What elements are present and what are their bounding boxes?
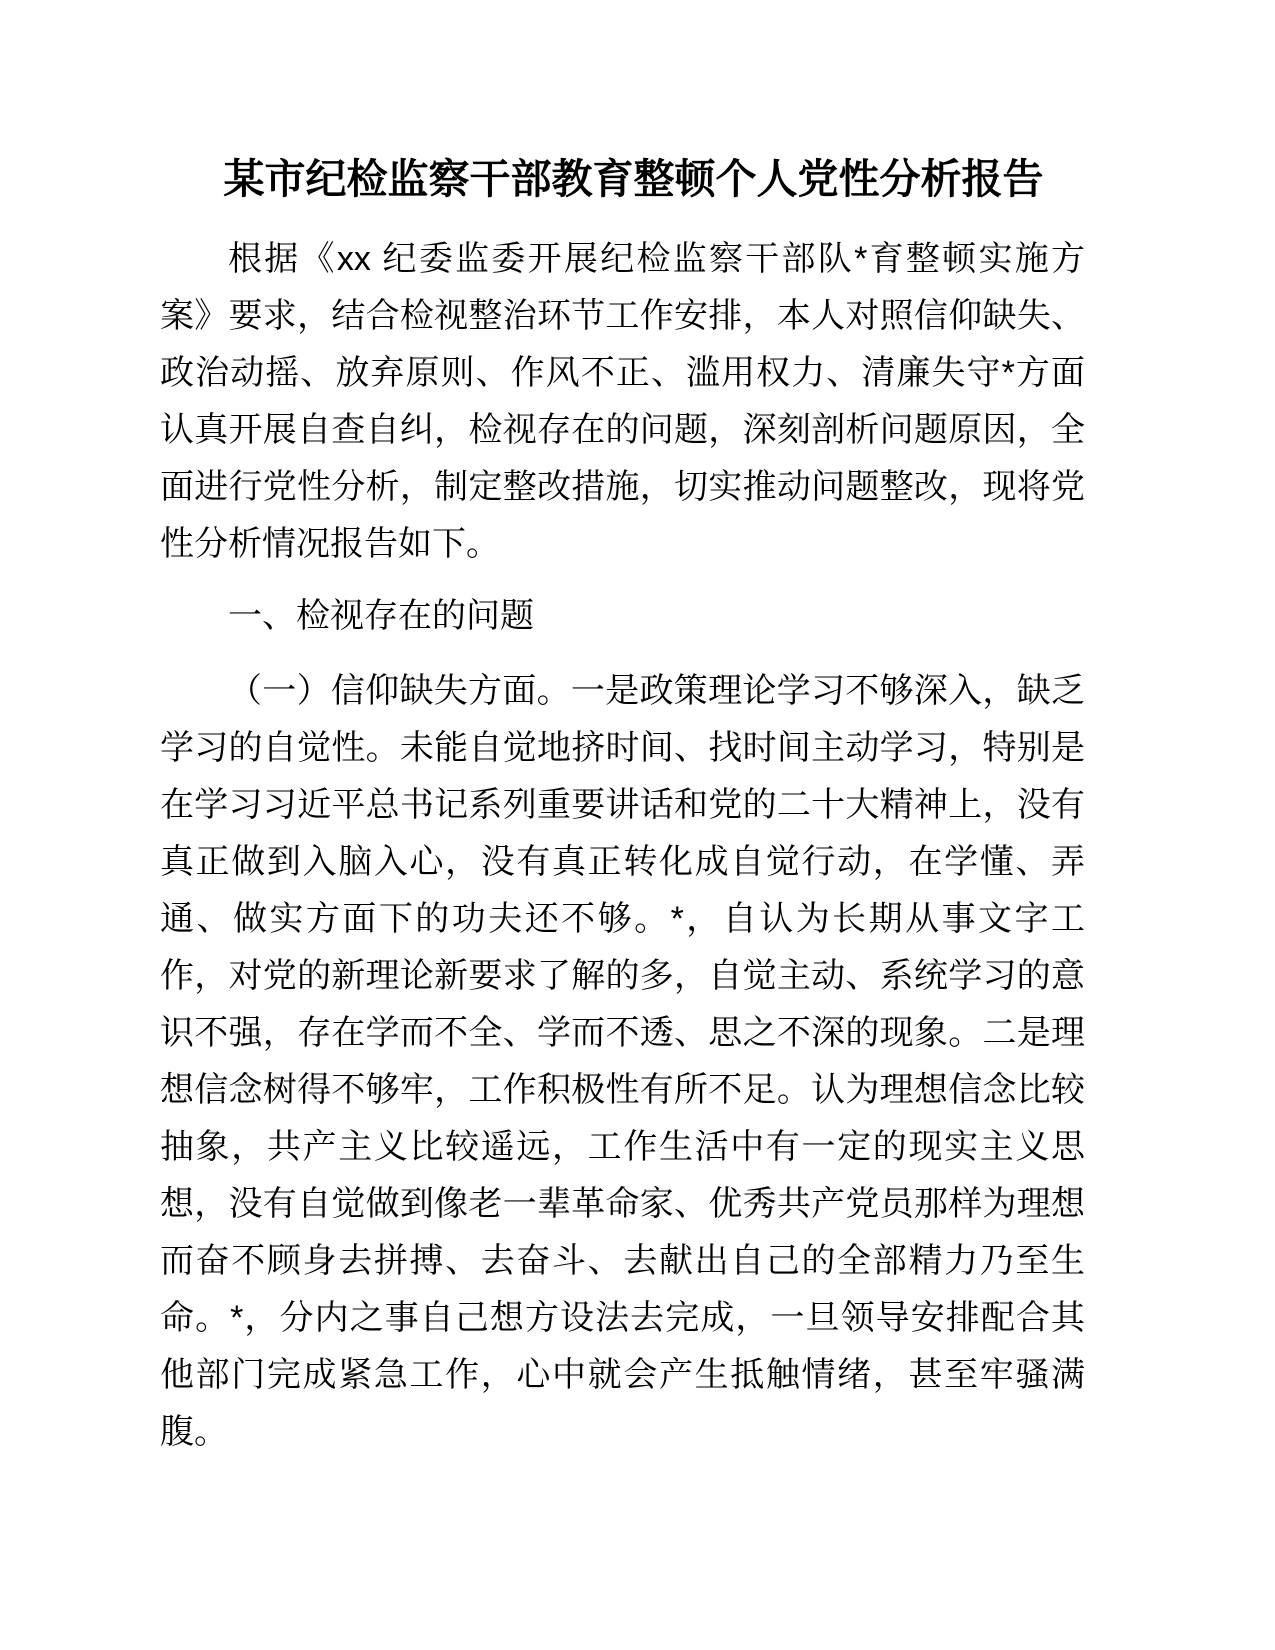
text-line: 政治动摇、放弃原则、作风不正、滥用权力、清廉失守*方面 xyxy=(160,354,1085,392)
text-line: 案》要求，结合检视整治环节工作安排，本人对照信仰缺失、 xyxy=(160,297,1085,335)
body-paragraph xyxy=(160,231,1085,573)
text-line: 性分析情况报告如下。 xyxy=(160,525,500,563)
document-title: 某市纪检监察干部教育整顿个人党性分析报告 xyxy=(223,156,1044,202)
text-line: 面进行党性分析，制定整改措施，切实推动问题整改，现将党 xyxy=(160,468,1085,506)
text-line: 想信念树得不够牢，工作积极性有所不足。认为理想信念比较 xyxy=(160,1071,1085,1109)
text-line: 抽象，共产主义比较遥远，工作生活中有一定的现实主义思 xyxy=(160,1128,1085,1166)
text-line: 命。*，分内之事自己想方设法去完成，一旦领导安排配合其 xyxy=(160,1299,1085,1337)
text-line: 识不强，存在学而不全、学而不透、思之不深的现象。二是理 xyxy=(160,1014,1085,1052)
text-line: 在学习习近平总书记系列重要讲话和党的二十大精神上，没有 xyxy=(160,786,1085,824)
text-line: 而奋不顾身去拼搏、去奋斗、去献出自己的全部精力乃至生 xyxy=(160,1242,1085,1280)
document-body xyxy=(160,231,1085,1461)
text-line: 根据《xx 纪委监委开展纪检监察干部队*育整顿实施方 xyxy=(228,240,1085,278)
text-line: 作，对党的新理论新要求了解的多，自觉主动、系统学习的意 xyxy=(160,957,1085,995)
document-content xyxy=(160,0,1085,1461)
text-line: 通、做实方面下的功夫还不够。*，自认为长期从事文字工 xyxy=(160,900,1085,938)
body-paragraph xyxy=(160,663,1085,1461)
text-line: 想，没有自觉做到像老一辈革命家、优秀共产党员那样为理想 xyxy=(160,1185,1085,1223)
section-heading xyxy=(160,588,1085,645)
text-line: 认真开展自查自纠，检视存在的问题，深刻剖析问题原因，全 xyxy=(160,411,1085,449)
text-line: 一、检视存在的问题 xyxy=(228,597,534,635)
text-line: 真正做到入脑入心，没有真正转化成自觉行动，在学懂、弄 xyxy=(160,843,1085,881)
text-line: （一）信仰缺失方面。一是政策理论学习不够深入，缺乏 xyxy=(228,672,1085,710)
text-line: 学习的自觉性。未能自觉地挤时间、找时间主动学习，特别是 xyxy=(160,729,1085,767)
text-line: 腹。 xyxy=(160,1413,228,1451)
text-line: 他部门完成紧急工作，心中就会产生抵触情绪，甚至牢骚满 xyxy=(160,1356,1085,1394)
